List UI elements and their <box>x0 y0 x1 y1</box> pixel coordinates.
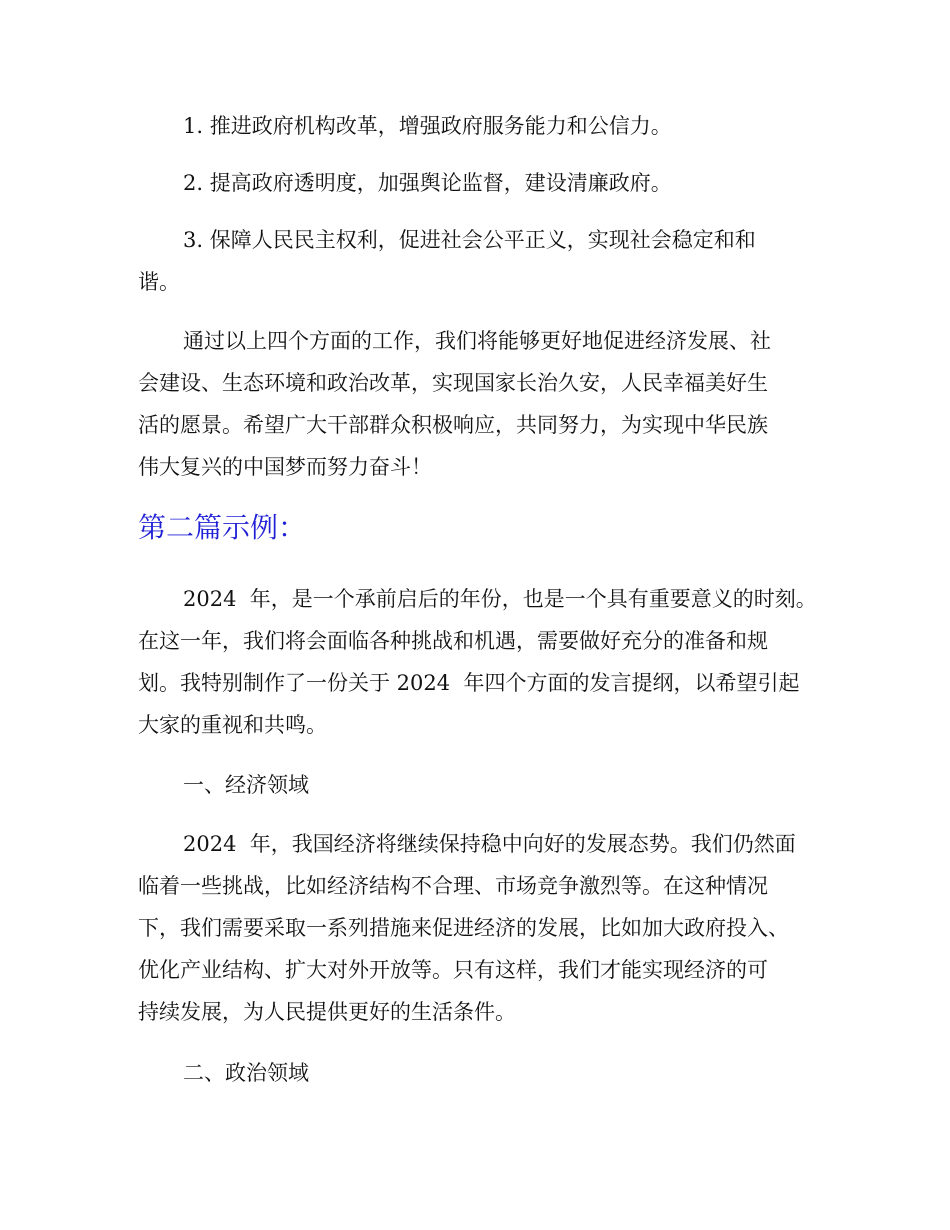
section-1-line-2: 临着一些挑战，比如经济结构不合理、市场竞争激烈等。在这种情况 <box>138 874 768 898</box>
list-item-2: 2. 提高政府透明度，加强舆论监督，建设清廉政府。 <box>183 171 672 195</box>
section-1-line-5: 持续发展，为人民提供更好的生活条件。 <box>138 1000 516 1024</box>
section-1-line-1: 2024 年，我国经济将继续保持稳中向好的发展态势。我们仍然面 <box>183 832 796 856</box>
section-heading: 第二篇示例： <box>138 511 307 544</box>
summary-line-3: 活的愿景。希望广大干部群众积极响应，共同努力，为实现中华民族 <box>138 413 768 437</box>
intro-line-4: 大家的重视和共鸣。 <box>138 713 327 737</box>
list-item-3: 3. 保障人民民主权利，促进社会公平正义，实现社会稳定和和 <box>183 228 756 252</box>
intro-line-1: 2024 年，是一个承前启后的年份，也是一个具有重要意义的时刻。 <box>183 587 817 611</box>
section-1-line-4: 优化产业结构、扩大对外开放等。只有这样，我们才能实现经济的可 <box>138 958 768 982</box>
section-1-title: 一、经济领域 <box>183 773 309 797</box>
list-item-1: 1. 推进政府机构改革，增强政府服务能力和公信力。 <box>183 114 672 138</box>
section-2-title: 二、政治领域 <box>183 1061 309 1085</box>
intro-line-3: 划。我特别制作了一份关于 2024 年四个方面的发言提纲，以希望引起 <box>138 671 800 695</box>
section-1-line-3: 下，我们需要采取一系列措施来促进经济的发展，比如加大政府投入、 <box>138 916 789 940</box>
intro-line-2: 在这一年，我们将会面临各种挑战和机遇，需要做好充分的准备和规 <box>138 629 768 653</box>
summary-line-4: 伟大复兴的中国梦而努力奋斗！ <box>138 455 432 479</box>
summary-line-1: 通过以上四个方面的工作，我们将能够更好地促进经济发展、社 <box>183 329 771 353</box>
list-item-3-continued: 谐。 <box>138 270 180 294</box>
summary-line-2: 会建设、生态环境和政治改革，实现国家长治久安，人民幸福美好生 <box>138 371 768 395</box>
